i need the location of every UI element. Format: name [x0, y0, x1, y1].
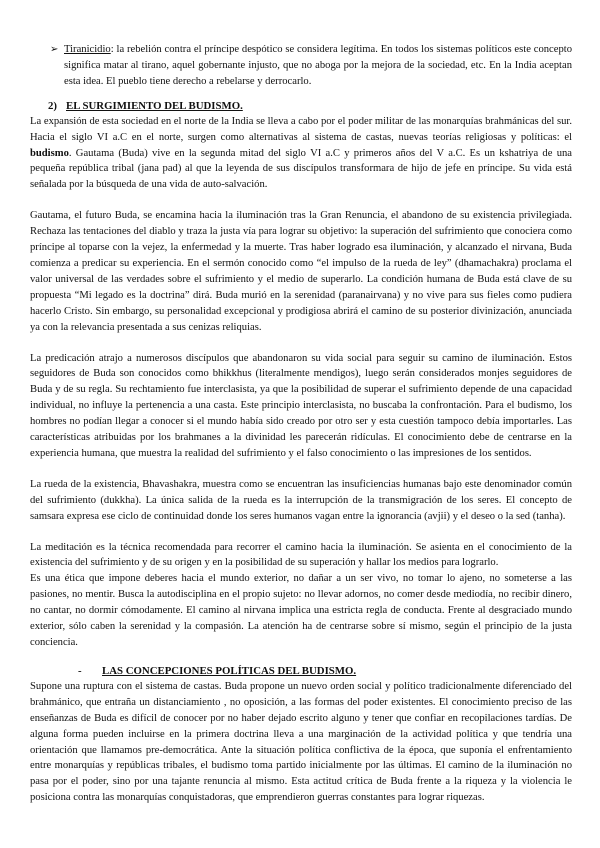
p1-text-b: . Gautama (Buda) vive en la segunda mitad del siglo VI a.C y primeros años del V a.C. Es un kshatriya de una pequeña república tribal (jana pad) al que la leyenda de sus discípulos transformara de hijo de jefe en príncipe. Su vida está señalada por la búsqueda de una vida de auto-salvación.	[30, 147, 572, 191]
paragraph-predicacion: La predicación atrajo a numerosos discípulos que abandonaron su vida social para seguir su camino de iluminación. Estos seguidores de Buda son conocidos como bhikkhus (literalmente mendigos), luego serán considerados monjes seguidores de Buda y de su regla. Su rechtamiento fue interclasista, ya que la posibilidad de superar el sufrimiento depende de una capacidad individual, no influye la pertenencia a una casta. Este principio interclasista, no buscaba la confrontación. Para el budismo, los hombres no podían llegar a conocer si el mundo había sido creado por otro ser y esta cuestión tampoco debía importarles. Las características atribuidas por los brahmanes a la divinidad les parecerán ridículas. El conocimiento debe de centrarse en la experiencia humana, que muestra la realidad del sufrimiento y el falso conocimiento o las impresiones de los sentidos.	[30, 352, 572, 459]
bullet-body: : la rebelión contra el príncipe despótico se considera legítima. En todos los sistemas políticos este concepto significa matar al tirano, aquel gobernante injusto, que no aboga por la mejora de la sociedad, etc. En la India aceptan esta idea. El pueblo tiene derecho a rebelarse y derrocarlo.	[64, 44, 572, 87]
paragraph-ruptura: Supone una ruptura con el sistema de castas. Buda propone un nuevo orden social y político tradicionalmente diferenciado del brahmánico, que entraña un distanciamiento , no oposición, a las formas del poder existentes. El conocimiento preciso de las enseñanzas de Buda es difícil de conocer por no haber dejado escrito alguno y tener que confiar en recopilaciones tardías. De alguna forma pueden incluirse en la primera doctrina lleva a una marginación de la actividad política y que tendría una orientación que llamamos pre-democrática. Ante la situación política conflictiva de la época, que suponía el enfrentamiento entre monarquías y repúblicas tribales, el budismo toma partido inicialmente por las últimas. El camino de la iluminación no pasa por el poder, sino por una tajante renuncia al mismo. Esta actitud crítica de Buda frente a la riqueza y la violencia le posiciona contra las monarquías conquistadoras, que emprendieron guerras constantes para lograr riquezas.	[30, 680, 572, 804]
paragraph-rueda: La rueda de la existencia, Bhavashakra, muestra como se encuentran las insuficiencias humanas bajo este denominador común del sufrimiento (dukkha). La única salida de la rueda es la interrupción de la transmigración de los seres. El concepto de samsara expresa ese ciclo de continuidad donde los seres humanos vagan entre la ignorancia (avjii) y el deseo o la sed (tanha).	[30, 478, 572, 522]
section-dash: -	[78, 664, 82, 677]
paragraph-expansion	[30, 114, 572, 194]
section-title: EL SURGIMIENTO DEL BUDISMO.	[66, 99, 243, 112]
paragraph-meditacion: La meditación es la técnica recomendada para recorrer el camino hacia la iluminación. Se asienta en el conocimiento de la existencia del sufrimiento y de su origen y en la posibilidad de su superación y hallar los medios para lograrlo.	[30, 541, 572, 569]
section-heading-concepciones	[30, 663, 572, 679]
document-page	[30, 42, 572, 806]
arrow-bullet-icon: ➢	[50, 44, 59, 55]
subsection-title: LAS CONCEPCIONES POLÍTICAS DEL BUDISMO.	[102, 664, 357, 677]
paragraph-etica: Es una ética que impone deberes hacia el mundo exterior, no dañar a un ser vivo, no tomar lo ajeno, no someterse a las pasiones, no mentir. Busca la autodisciplina en el propio sujeto: no llevar adornos, no comer desde mediodía, no recibir dinero, no cantar, no dormir cómodamente. El camino al nirvana implica una estricta regla de conducta. Frente al desgraciado mundo exterior, sólo caben la serenidad y la compasión. La atención ha de centrarse sobre sí mismo, según el principio de la justa conciencia.	[30, 573, 572, 648]
p1-text-a: La expansión de esta sociedad en el norte de la India se lleva a cabo por el poder militar de las monarquías brahmánicas del sur. Hacia el siglo VI a.C en el norte, surgen como alternativas al sistema de castas, nuevas teorías religiosas y políticas: el	[30, 115, 572, 143]
bullet-tiranicidio	[30, 42, 572, 90]
bullet-term: Tiranicidio	[64, 44, 111, 55]
paragraph-gautama: Gautama, el futuro Buda, se encamina hacia la iluminación tras la Gran Renuncia, el abandono de su existencia privilegiada. Rechaza las tentaciones del diablo y traza la justa vía para lograr su objetivo: la superación del sufrimiento que conociera como príncipe al toparse con la vejez, la enfermedad y la muerte. Tras haber logrado esa iluminación, y alcanzado el nirvana, Buda comienza a predicar su experiencia. En el sermón conocido como “el impulso de la rueda de ley” (dhamachakra) proclama el valor universal de las verdades sobre el sufrimiento y el medio de superarlo. La condición humana de Buda está clave de su propuesta “Mi legado es la doctrina” dirá. Buda murió en la serenidad (paranairvana) y no vive para sus fieles como pudiera hacerlo Cristo. Sin embargo, su personalidad excepcional y prodigiosa abrirá el camino de su posterior divinización, anunciada ya con la relevancia presentada a sus cenizas reliquias.	[30, 210, 572, 333]
p1-bold: budismo	[30, 147, 69, 159]
section-heading-budismo	[30, 98, 572, 114]
section-number: 2)	[48, 99, 57, 112]
bullet-text	[64, 42, 572, 90]
